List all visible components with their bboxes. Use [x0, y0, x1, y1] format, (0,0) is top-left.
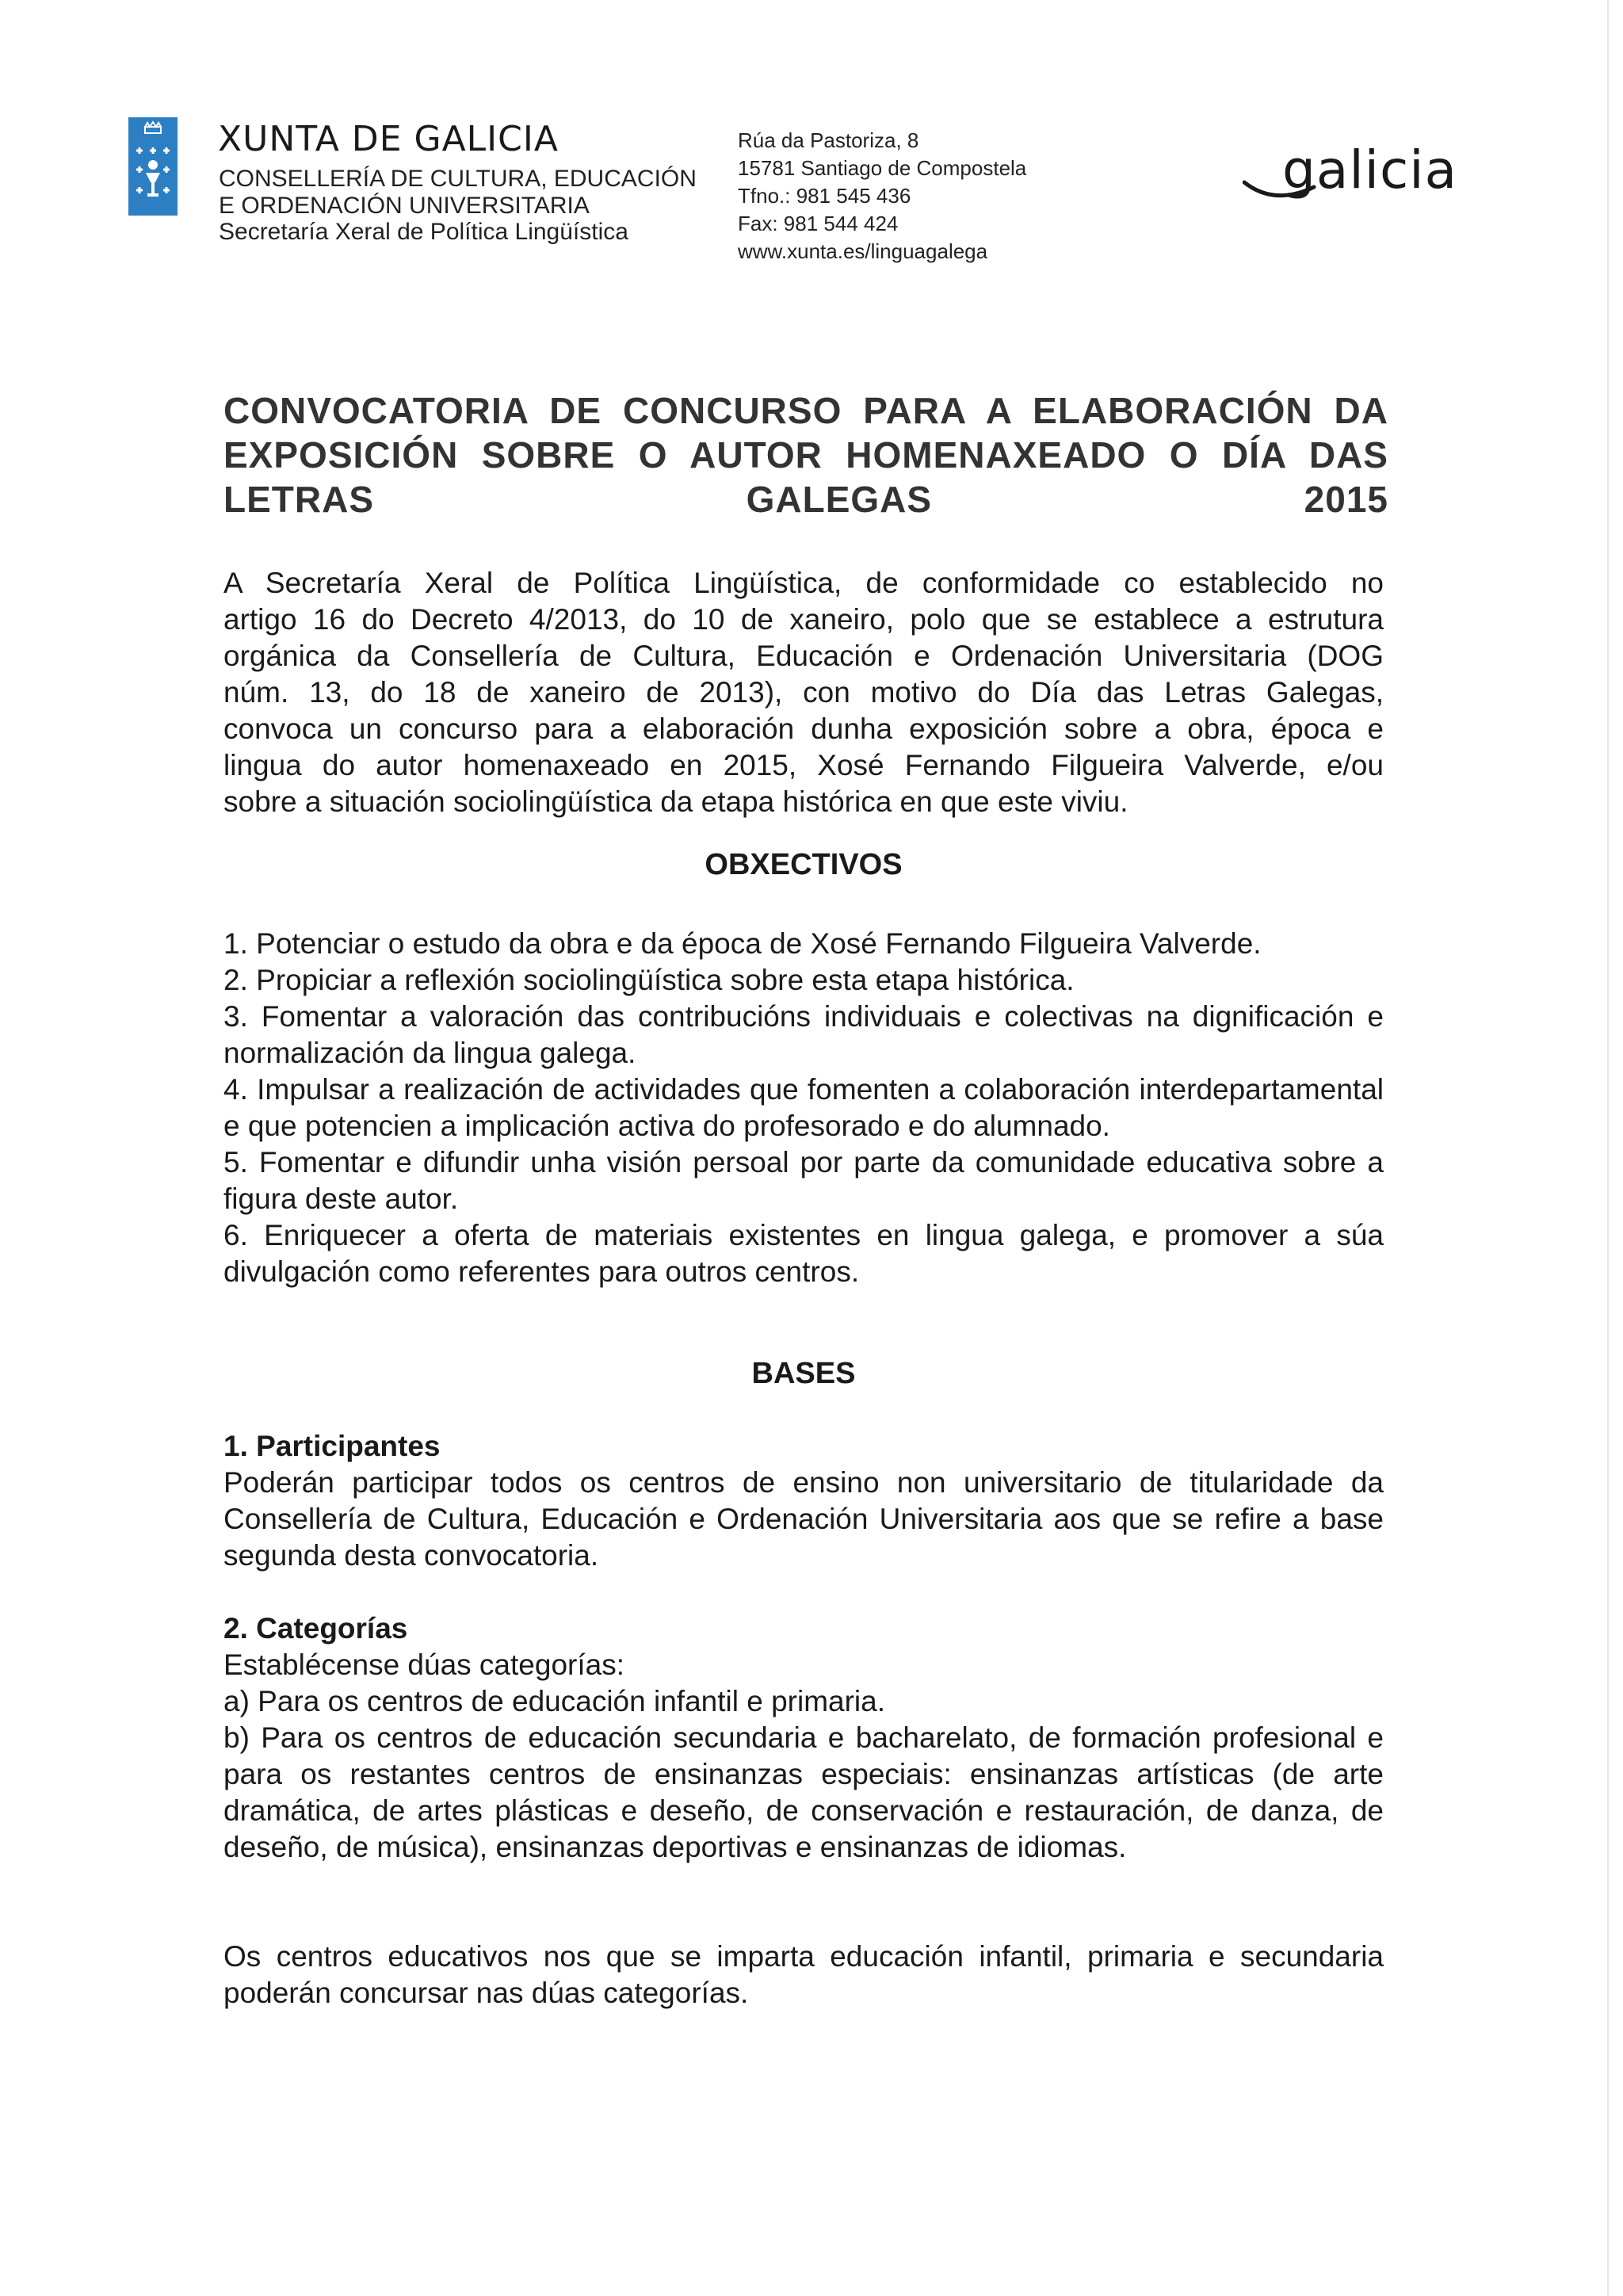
intro-line: núm. 13, do 18 de xaneiro de 2013), con motivo do Día das Letras Galegas, [223, 676, 1384, 709]
address-street: Rúa da Pastoriza, 8 [738, 128, 919, 152]
categories-intro: Establécense dúas categorías: [223, 1648, 624, 1681]
objective-item: 1. Potenciar o estudo da obra e da época de Xosé Fernando Filgueira Valverde. [223, 927, 1262, 960]
categories-note: Os centros educativos nos que se imparta educación infantil, primaria e secundaria poderán concursar nas dúas categorías. [223, 1940, 1384, 2009]
intro-line: sobre a situación sociolingüística da etapa histórica en que este viviu. [223, 785, 1128, 818]
address-website: www.xunta.es/linguagalega [738, 239, 988, 263]
intro-line: orgánica da Consellería de Cultura, Educación e Ordenación Universitaria (DOG [223, 640, 1384, 672]
address-city: 15781 Santiago de Compostela [738, 156, 1027, 180]
intro-line: A Secretaría Xeral de Política Lingüística, de conformidade co establecido no [223, 567, 1384, 599]
categories-title: 2. Categorías [223, 1612, 408, 1645]
xunta-shield-cross-icon [128, 117, 178, 216]
objective-item: 2. Propiciar a reflexión sociolingüística sobre esta etapa histórica. [223, 964, 1075, 996]
category-b: b) Para os centros de educación secundaria e bacharelato, de formación profesional e para os restantes centros de ensinanzas especiais: ensinanzas artísticas (de arte dramática, de artes plásticas e deseño, de conservación e restauración, de danza, de deseño, de música), ensinanzas deportivas e ensinanzas de idiomas. [223, 1721, 1384, 1863]
org-title: XUNTA DE GALICIA [218, 119, 559, 159]
category-a: a) Para os centros de educación infantil e primaria. [223, 1685, 885, 1717]
title-line-2: EXPOSICIÓN SOBRE O AUTOR HOMENAXEADO O DÍA DAS [223, 434, 1388, 476]
objectives-list [223, 926, 1384, 1290]
department-line: Secretaría Xeral de Política Lingüística [219, 219, 628, 245]
address-block [738, 127, 1026, 266]
objectives-heading: OBXECTIVOS [705, 848, 903, 881]
objective-item: 3. Fomentar a valoración das contribucións individuais e colectivas na dignificación e normalización da lingua galega. [223, 1000, 1384, 1069]
objective-item: 4. Impulsar a realización de actividades que fomenten a colaboración interdepartamental e que potencien a implicación activa do profesorado e do alumnado. [223, 1073, 1384, 1142]
intro-line: lingua do autor homenaxeado en 2015, Xosé Fernando Filgueira Valverde, e/ou [223, 749, 1384, 781]
ministry-line-1: CONSELLERÍA DE CULTURA, EDUCACIÓN [219, 166, 697, 192]
document-title [223, 388, 1388, 521]
title-line-1: CONVOCATORIA DE CONCURSO PARA A ELABORACIÓN DA [223, 390, 1388, 431]
participants-title: 1. Participantes [223, 1430, 441, 1462]
address-fax: Fax: 981 544 424 [738, 212, 899, 235]
address-phone: Tfno.: 981 545 436 [738, 184, 911, 208]
participants-section [223, 1428, 1384, 1574]
galicia-logo-text: galicia [1282, 139, 1458, 201]
title-line-3: LETRAS GALEGAS 2015 [223, 479, 1388, 520]
intro-line: convoca un concurso para a elaboración dunha exposición sobre a obra, época e [223, 712, 1384, 745]
objective-item: 6. Enriquecer a oferta de materiais existentes en lingua galega, e promover a súa divulgación como referentes para outros centros. [223, 1219, 1384, 1288]
bases-heading: BASES [751, 1357, 856, 1390]
intro-line: artigo 16 do Decreto 4/2013, do 10 de xaneiro, polo que se establece a estrutura [223, 603, 1384, 636]
objective-item: 5. Fomentar e difundir unha visión persoal por parte da comunidade educativa sobre a figura deste autor. [223, 1146, 1384, 1215]
galicia-brand-logo [1243, 139, 1488, 223]
ministry-line-2: E ORDENACIÓN UNIVERSITARIA [219, 193, 590, 219]
categories-section [223, 1610, 1384, 1866]
participants-text: Poderán participar todos os centros de ensino non universitario de titularidade da Consellería de Cultura, Educación e Ordenación Universitaria aos que se refire a base segunda desta convocatoria. [223, 1466, 1384, 1572]
intro-paragraph [223, 565, 1384, 820]
scan-edge-line [1607, 0, 1609, 2296]
